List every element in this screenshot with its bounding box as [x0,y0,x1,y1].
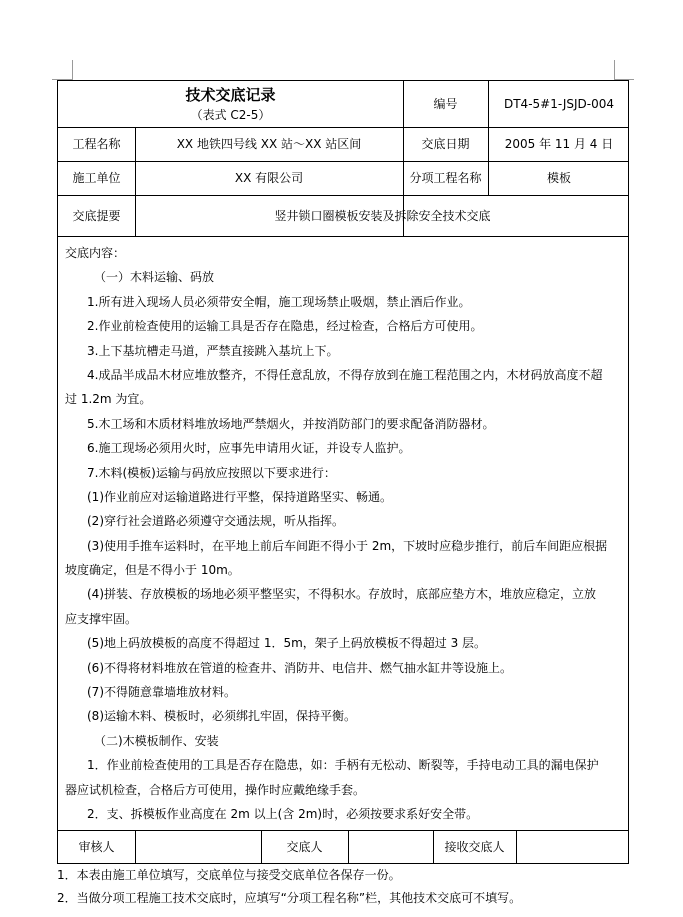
subproject-name-value: 模板 [546,171,571,185]
content-line: 6.施工现场必须用火时，应事先申请用火证，并设专人监护。 [87,441,411,456]
content-line: (3)使用手推车运料时，在平地上前后车间距不得小于 2m，下坡时应稳步推行，前后车间距应根据 [87,538,608,553]
reviewer-signature [135,830,261,864]
content-line: 过 1.2m 为宜。 [65,392,152,407]
content-line: 7.木料(模板)运输与码放应按照以下要求进行： [87,465,336,480]
note-line: 1．本表由施工单位填写，交底单位与接受交底单位各保存一份。 [57,868,401,882]
content-line: (5)地上码放模板的高度不得超过 1．5m，架子上码放模板不得超过 3 层。 [87,636,487,651]
subproject-name-label: 分项工程名称 [409,171,482,185]
disclosure-date-value: 2005 年 11 月 4 日 [504,137,614,151]
crop-mark [72,60,73,80]
content-line: 5.木工场和木质材料堆放场地严禁烟火，并按消防部门的要求配备消防器材。 [87,416,495,431]
disclosure-summary-value: 竖井锁口圈模板安装及拆除安全技术交底 [274,208,491,223]
content-line: 2.作业前检查使用的运输工具是否存在隐患，经过检查，合格后方可使用。 [87,319,483,334]
content-line: (2)穿行社会道路必须遵守交通法规，听从指挥。 [87,514,344,529]
form-title-block [58,81,403,127]
crop-mark [614,60,615,80]
content-line: 1.所有进入现场人员必须带安全帽，施工现场禁止吸烟，禁止酒后作业。 [87,294,471,309]
reviewer-label: 审核人 [78,840,115,854]
content-line: 1．作业前检查使用的工具是否存在隐患，如：手柄有无松动、断裂等，手持电动工具的漏电保护 [87,758,599,773]
number-value: DT4-5#1-JSJD-004 [503,97,615,111]
construction-unit-value: XX 有限公司 [234,171,304,185]
discloser-label: 交底人 [286,840,323,854]
number-label: 编号 [433,97,458,111]
content-line: 4.成品半成品木材应堆放整齐，不得任意乱放，不得存放到在施工程范围之内，木材码放高度不超 [87,367,603,382]
disclosure-content [58,236,628,830]
content-line: (4)拼装、存放模板的场地必须平整坚实，不得积水。存放时，底部应垫方木，堆放应稳定，立放 [87,587,597,602]
content-line: 3.上下基坑槽走马道，严禁直接跳入基坑上下。 [87,343,339,358]
receiver-signature [516,830,630,864]
receiver-label: 接收交底人 [444,840,505,854]
content-line: （二)木模板制作、安装 [94,733,219,748]
content-line: (8)运输木料、模板时，必须绑扎牢固，保持平衡。 [87,709,356,724]
discloser-signature [348,830,433,864]
content-line: （一）木料运输、码放 [94,270,215,285]
project-name-value: XX 地铁四号线 XX 站～XX 站区间 [176,137,362,151]
form-subtitle: （表式 C2-5） [190,107,271,122]
form-notes [57,864,657,910]
note-line: 2．当做分项工程施工技术交底时，应填写“分项工程名称”栏，其他技术交底可不填写。 [57,891,522,905]
content-line: 坡度确定，但是不得小于 10m。 [65,563,240,578]
content-line: (6)不得将材料堆放在管道的检查井、消防井、电信井、燃气抽水缸井等设施上。 [87,660,513,675]
content-line: 器应试机检查，合格后方可使用，操作时应戴绝缘手套。 [65,782,366,797]
content-line: 交底内容： [65,246,126,260]
content-line: (1)作业前应对运输道路进行平整，保持道路坚实、畅通。 [87,489,393,504]
construction-unit-label: 施工单位 [72,171,121,185]
form-title: 技术交底记录 [185,85,276,104]
content-line: (7)不得随意靠墙堆放材料。 [87,685,236,700]
project-name-label: 工程名称 [72,137,121,151]
disclosure-date-label: 交底日期 [421,137,470,151]
content-line: 2．支、拆模板作业高度在 2m 以上(含 2m)时，必须按要求系好安全带。 [87,806,479,821]
content-line: 应支撑牢固。 [65,611,138,626]
disclosure-form [57,80,629,864]
disclosure-summary-label: 交底提要 [72,208,121,223]
